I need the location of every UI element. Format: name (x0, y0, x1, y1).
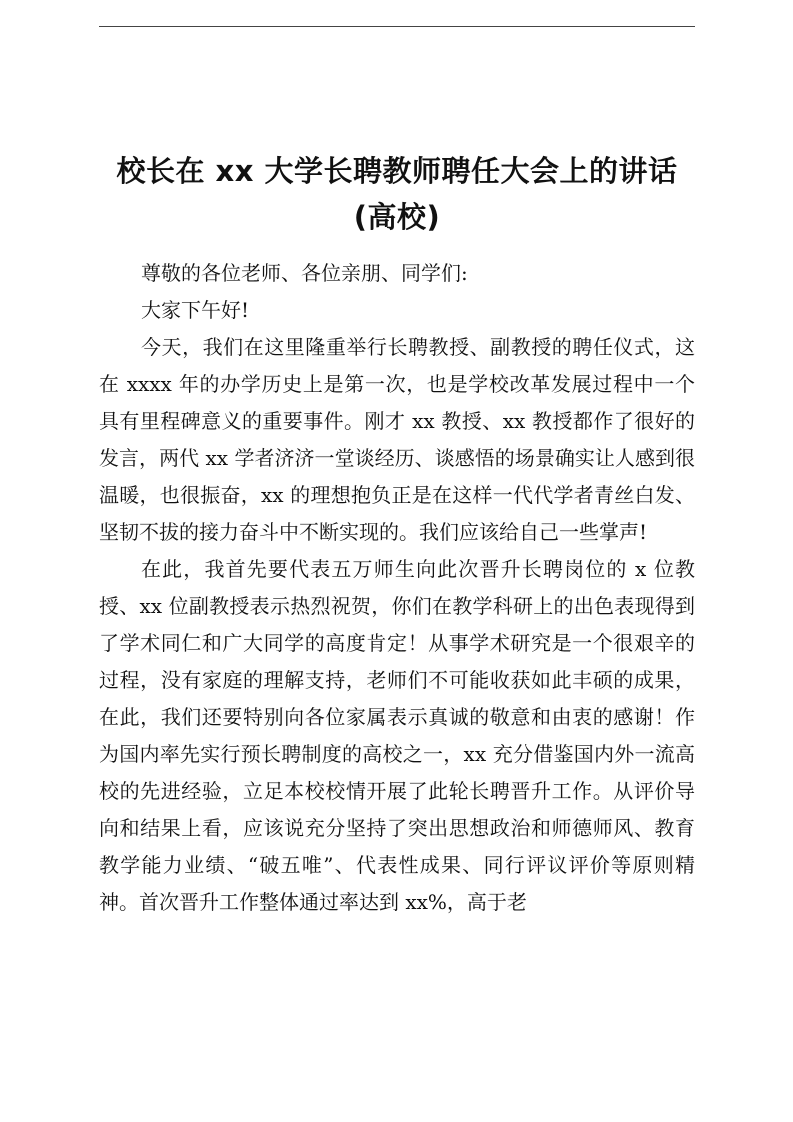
document-body (99, 255, 695, 921)
body-paragraph-1: 今天，我们在这里隆重举行长聘教授、副教授的聘任仪式，这在 xxxx 年的办学历史上是第一次，也是学校改革发展过程中一个具有里程碑意义的重要事件。刚才 xx 教授、xx 教授都作了很好的发言，两代 xx 学者济济一堂谈经历、谈感悟的场景确实让人感到很温暖，也很振奋，xx 的理想抱负正是在这样一代代学者青丝白发、坚韧不拔的接力奋斗中不断实现的。我们应该给自己一些掌声! (99, 335, 695, 544)
body-paragraph-2: 在此，我首先要代表五万师生向此次晋升长聘岗位的 x 位教授、xx 位副教授表示热烈祝贺，你们在教学科研上的出色表现得到了学术同仁和广大同学的高度肯定！从事学术研究是一个很艰辛的过程，没有家庭的理解支持，老师们不可能收获如此丰硕的成果，在此，我们还要特别向各位家属表示真诚的敬意和由衷的感谢！作为国内率先实行预长聘制度的高校之一，xx 充分借鉴国内外一流高校的先进经验，立足本校校情开展了此轮长聘晋升工作。从评价导向和结果上看，应该说充分坚持了突出思想政治和师德师风、教育教学能力业绩、“破五唯”、代表性成果、同行评议评价等原则精神。首次晋升工作整体通过率达到 xx%，高于老 (99, 557, 695, 914)
greeting-paragraph: 大家下午好! (141, 298, 250, 322)
document-title: 校长在 xx 大学长聘教师聘任大会上的讲话 (高校) (116, 154, 678, 234)
salutation-paragraph: 尊敬的各位老师、各位亲朋、同学们: (141, 261, 468, 285)
header-rule (99, 26, 695, 27)
